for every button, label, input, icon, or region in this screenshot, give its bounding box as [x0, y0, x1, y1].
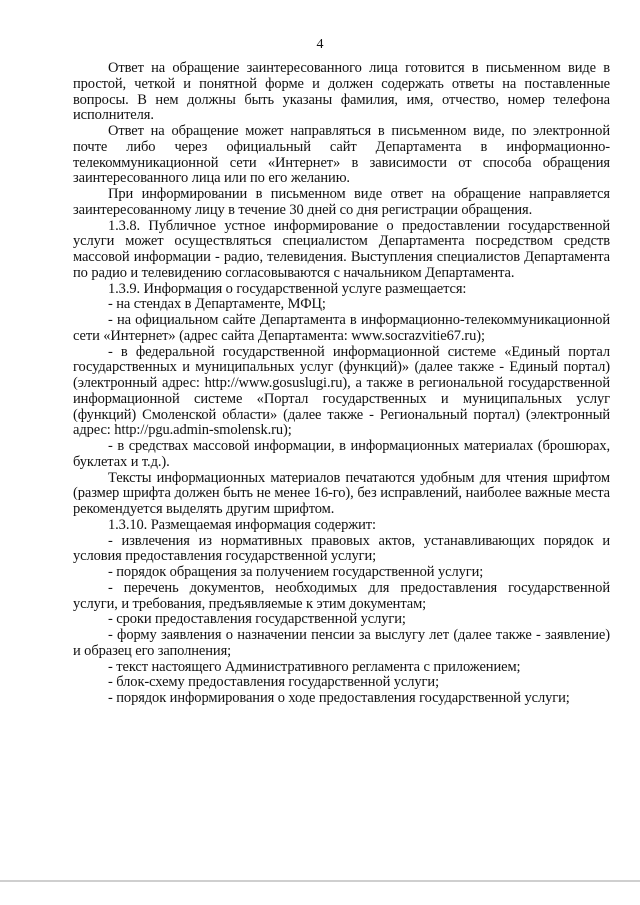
list-item-official-site: - на официальном сайте Департамента в информационно-телекоммуникационной сети «Интернет» (адрес сайта Департамента: www.socrazvitie67.ru); — [73, 312, 610, 344]
list-item-informing-procedure: - порядок информирования о ходе предоставления государственной услуги; — [108, 690, 570, 706]
list-item-legal-extracts: - извлечения из нормативных правовых актов, устанавливающих порядок и условия предоставления государственной услуги; — [73, 532, 610, 565]
list-item-flowchart: - блок-схему предоставления государственной услуги; — [108, 674, 439, 691]
page-number: 4 — [316, 37, 324, 52]
paragraph-1-3-9: 1.3.9. Информация о государственной услуге размещается: — [108, 280, 467, 297]
paragraph-1-3-10: 1.3.10. Размещаемая информация содержит: — [108, 516, 376, 533]
list-item-stands: - на стендах в Департаменте, МФЦ; — [108, 296, 326, 313]
paragraph-1-3-8: 1.3.8. Публичное устное информирование о предоставлении государственной услуги может осуществляться специалистом Департамента посредством средств массовой информации - радио, телевидения. Выступления специалистов Департамента по радио и телевидению согласовываются с начальником Департамента. — [73, 217, 610, 281]
list-item-regulation-text: - текст настоящего Административного регламента с приложением; — [108, 658, 521, 675]
paragraph-reply-form: Ответ на обращение заинтересованного лица готовится в письменном виде в простой, четкой и понятной форме и должен содержать ответы на поставленные вопросы. В нем должны быть указаны фамилия, имя, отчество, номер телефона исполнителя. — [73, 60, 610, 124]
paragraph-font-requirements: Тексты информационных материалов печатаются удобным для чтения шрифтом (размер шрифта должен быть не менее 16-го), без исправлений, наиболее важные места рекомендуется выделять другим шрифтом. — [73, 469, 610, 517]
list-item-application-procedure: - порядок обращения за получением государственной услуги; — [108, 564, 484, 580]
list-item-documents-list: - перечень документов, необходимых для предоставления государственной услуги, и требования, предъявляемые к этим документам; — [73, 579, 610, 612]
list-item-mass-media: - в средствах массовой информации, в информационных материалах (брошюрах, буклетах и т.д.). — [73, 438, 610, 470]
page-bottom-divider — [0, 880, 640, 882]
paragraph-reply-deadline: При информировании в письменном виде ответ на обращение направляется заинтересованному лицу в течение 30 дней со дня регистрации обращения. — [73, 186, 610, 218]
list-item-application-form: - форму заявления о назначении пенсии за выслугу лет (далее также - заявление) и образец его заполнения; — [73, 627, 610, 659]
paragraph-reply-channels: Ответ на обращение может направляться в письменном виде, по электронной почте либо через официальный сайт Департамента в информационно-телекоммуникационной сети «Интернет» в зависимости от способа обращения заинтересованного лица или по его желанию. — [73, 123, 610, 187]
list-item-deadlines: - сроки предоставления государственной услуги; — [108, 611, 406, 628]
document-body — [73, 61, 610, 707]
list-item-portals: - в федеральной государственной информационной системе «Единый портал государственных и муниципальных услуг (функций)» (далее также - Единый портал) (электронный адрес: http://www.gosuslugi.ru), а также в региональной государственной информационной системе «Портал государственных и муниципальных услуг (функций) Смоленской области» (далее также - Региональный портал) (электронный адрес: http://pgu.admin-smolensk.ru); — [73, 343, 610, 439]
